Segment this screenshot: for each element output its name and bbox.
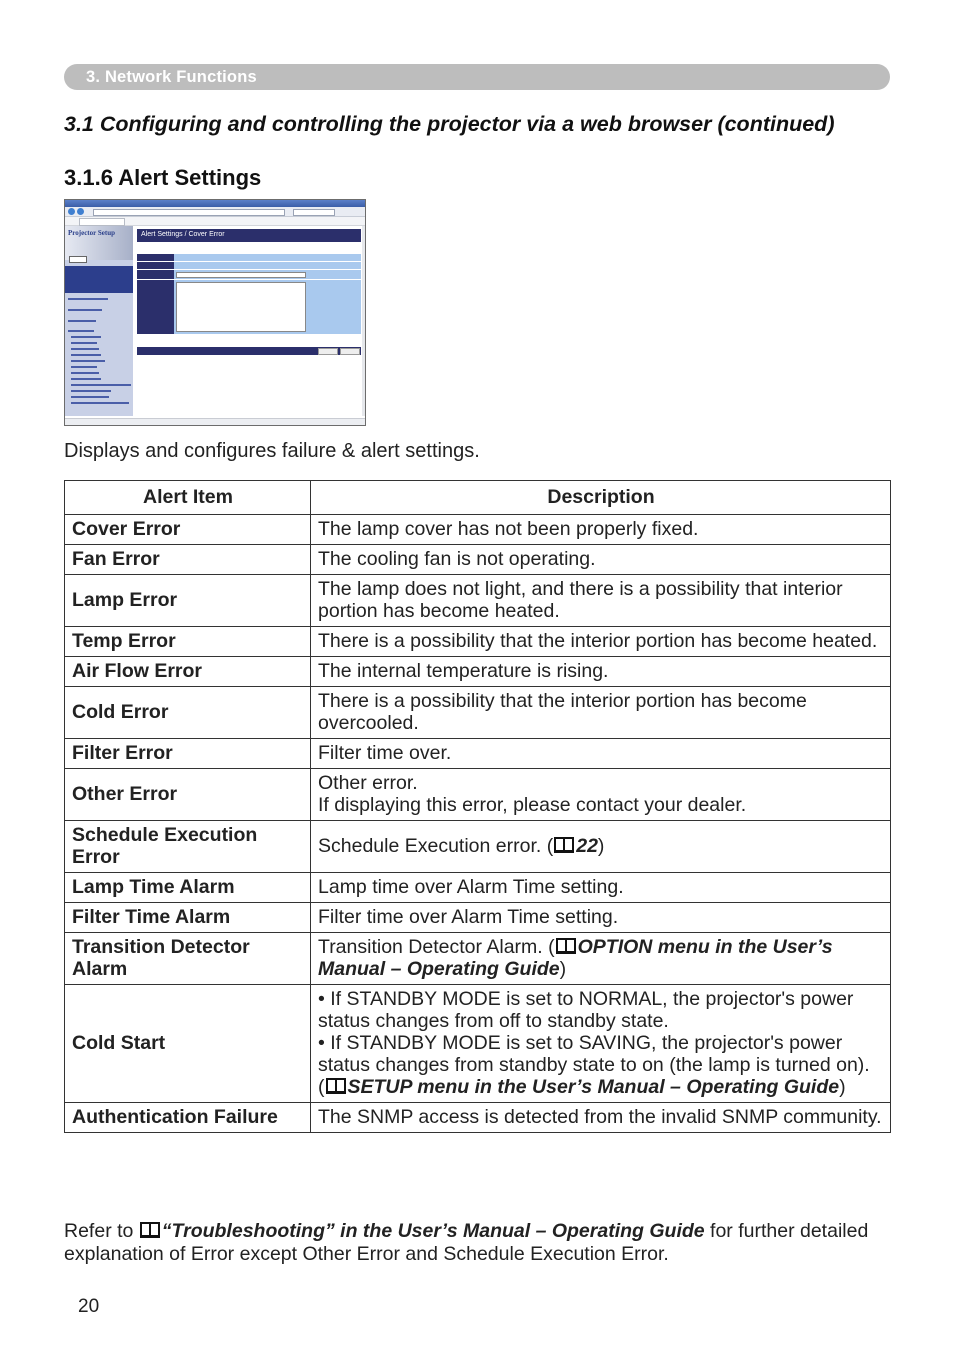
- manual-reference-link[interactable]: SETUP menu in the User’s Manual – Operating Guide: [347, 1076, 840, 1098]
- description-cell: [311, 769, 891, 821]
- description-cell: [311, 985, 891, 1103]
- screenshot-logo-text: Projector Setup: [68, 229, 115, 237]
- alert-settings-table: [64, 480, 891, 1133]
- screenshot-nav-line: [71, 396, 109, 398]
- screenshot-nav-line: [71, 354, 101, 356]
- alert-item-cell: Schedule Execution Error: [65, 821, 311, 873]
- description-cell: Lamp time over Alarm Time setting.: [311, 873, 891, 903]
- description-cell: [311, 821, 891, 873]
- screenshot-scrollbar: [362, 226, 366, 416]
- table-row: [65, 769, 891, 821]
- section-header-label: 3. Network Functions: [86, 68, 257, 86]
- table-row: [65, 903, 891, 933]
- section-header-bar: [64, 64, 890, 90]
- screenshot-nav-line: [71, 378, 101, 380]
- alert-item-cell: Temp Error: [65, 627, 311, 657]
- table-row: [65, 873, 891, 903]
- screenshot-nav-line: [71, 390, 111, 392]
- screenshot-row-label: [137, 270, 174, 279]
- description-text: ): [559, 958, 567, 980]
- screenshot-tab: [79, 218, 125, 226]
- screenshot-main-panel: [136, 226, 362, 416]
- screenshot-row-label: [137, 262, 174, 269]
- book-icon: [139, 1221, 161, 1239]
- subsection-title: 3.1.6 Alert Settings: [64, 165, 262, 190]
- alert-item-cell: Cold Start: [65, 985, 311, 1103]
- description-cell: [311, 933, 891, 985]
- description-text: ): [839, 1076, 846, 1098]
- book-icon: [555, 937, 577, 955]
- description-cell: The lamp cover has not been properly fixed.: [311, 515, 891, 545]
- description-cell: Filter time over.: [311, 739, 891, 769]
- refer-paragraph: [64, 1220, 904, 1266]
- screenshot-mail-subject-field: [176, 272, 306, 278]
- refer-text: Refer to: [64, 1220, 139, 1242]
- description-line: • If STANDBY MODE is set to SAVING, the projector's power status changes from standby state to on (the lamp is turned on).: [318, 1032, 870, 1076]
- screenshot-reset-button: [340, 348, 360, 355]
- screenshot-apply-button: [318, 348, 338, 355]
- screenshot-statusbar: [65, 418, 365, 426]
- screenshot-panel-header: [137, 229, 361, 242]
- screenshot-nav-line: [71, 342, 97, 344]
- description-text: Transition Detector Alarm. (: [318, 936, 555, 958]
- description-text: ): [597, 835, 605, 857]
- alert-item-cell: Filter Time Alarm: [65, 903, 311, 933]
- table-row: [65, 627, 891, 657]
- forward-icon: [77, 208, 84, 215]
- screenshot-nav-line: [68, 330, 94, 332]
- description-line: If displaying this error, please contact your dealer.: [318, 794, 747, 816]
- book-icon: [553, 836, 575, 854]
- screenshot-nav-line: [68, 320, 96, 322]
- alert-item-cell: Lamp Error: [65, 575, 311, 627]
- screenshot-nav-line: [71, 360, 105, 362]
- alert-item-cell: Other Error: [65, 769, 311, 821]
- screenshot-nav-line: [71, 372, 99, 374]
- table-row: [65, 575, 891, 627]
- description-cell: There is a possibility that the interior portion has become overcooled.: [311, 687, 891, 739]
- screenshot-row-label: [137, 280, 174, 334]
- table-row: [65, 657, 891, 687]
- alert-item-cell: Authentication Failure: [65, 1103, 311, 1133]
- troubleshooting-reference-link[interactable]: “Troubleshooting” in the User’s Manual – Operating Guide: [161, 1220, 705, 1242]
- screenshot-nav-line: [68, 309, 102, 311]
- back-icon: [68, 208, 75, 215]
- description-cell: The SNMP access is detected from the invalid SNMP community.: [311, 1103, 891, 1133]
- intro-text: Displays and configures failure & alert settings.: [64, 440, 480, 462]
- table-row: [65, 985, 891, 1103]
- book-icon: [325, 1077, 347, 1095]
- column-header-alert-item: Alert Item: [65, 481, 311, 515]
- alert-item-cell: Air Flow Error: [65, 657, 311, 687]
- alert-item-cell: Cover Error: [65, 515, 311, 545]
- page-reference-link[interactable]: 22: [576, 835, 598, 857]
- description-cell: The cooling fan is not operating.: [311, 545, 891, 575]
- browser-screenshot-figure: [64, 199, 366, 426]
- manual-reference-link[interactable]: OPTION menu in the User’s Manual – Operating Guide: [318, 936, 833, 980]
- screenshot-logoff-button: [69, 256, 87, 263]
- table-row: [65, 687, 891, 739]
- section-title: 3.1 Configuring and controlling the projector via a web browser (continued): [64, 112, 835, 136]
- alert-item-cell: Lamp Time Alarm: [65, 873, 311, 903]
- column-header-description: Description: [311, 481, 891, 515]
- table-row: [65, 515, 891, 545]
- screenshot-row-label: [137, 254, 174, 261]
- screenshot-sidebar: [65, 226, 133, 416]
- screenshot-titlebar: [65, 200, 365, 207]
- table-row: [65, 739, 891, 769]
- screenshot-address-bar: [93, 209, 285, 216]
- alert-item-cell: Cold Error: [65, 687, 311, 739]
- page-number: 20: [78, 1296, 100, 1317]
- screenshot-nav-line: [71, 366, 97, 368]
- screenshot-nav-line: [71, 384, 131, 386]
- screenshot-favorites-bar: [65, 217, 365, 226]
- screenshot-search-box: [293, 209, 335, 216]
- screenshot-nav-line: [71, 402, 129, 404]
- alert-item-cell: Filter Error: [65, 739, 311, 769]
- table-row: [65, 545, 891, 575]
- screenshot-nav-line: [71, 336, 101, 338]
- description-cell: The lamp does not light, and there is a possibility that interior portion has become heated.: [311, 575, 891, 627]
- description-text: Schedule Execution error. (: [318, 835, 554, 857]
- screenshot-toolbar: [65, 207, 365, 217]
- description-line: • If STANDBY MODE is set to NORMAL, the projector's power status changes from off to standby state.: [318, 988, 854, 1032]
- screenshot-mail-text-field: [176, 282, 306, 332]
- screenshot-logo: [65, 226, 133, 260]
- refer-text: for further detailed explanation of Error except Other Error and Schedule Execution Error.: [64, 1220, 869, 1265]
- screenshot-panel-title: Alert Settings / Cover Error: [141, 231, 225, 238]
- screenshot-nav-highlight: [65, 266, 133, 293]
- description-text: (: [318, 1076, 325, 1098]
- description-line: Other error.: [318, 772, 418, 794]
- table-row: [65, 821, 891, 873]
- description-cell: Filter time over Alarm Time setting.: [311, 903, 891, 933]
- table-row: [65, 933, 891, 985]
- alert-item-cell: Fan Error: [65, 545, 311, 575]
- table-row: [65, 1103, 891, 1133]
- screenshot-nav-line: [71, 348, 99, 350]
- screenshot-nav-line: [68, 298, 108, 300]
- alert-item-cell: Transition Detector Alarm: [65, 933, 311, 985]
- description-cell: The internal temperature is rising.: [311, 657, 891, 687]
- description-cell: There is a possibility that the interior portion has become heated.: [311, 627, 891, 657]
- table-header-row: [65, 481, 891, 515]
